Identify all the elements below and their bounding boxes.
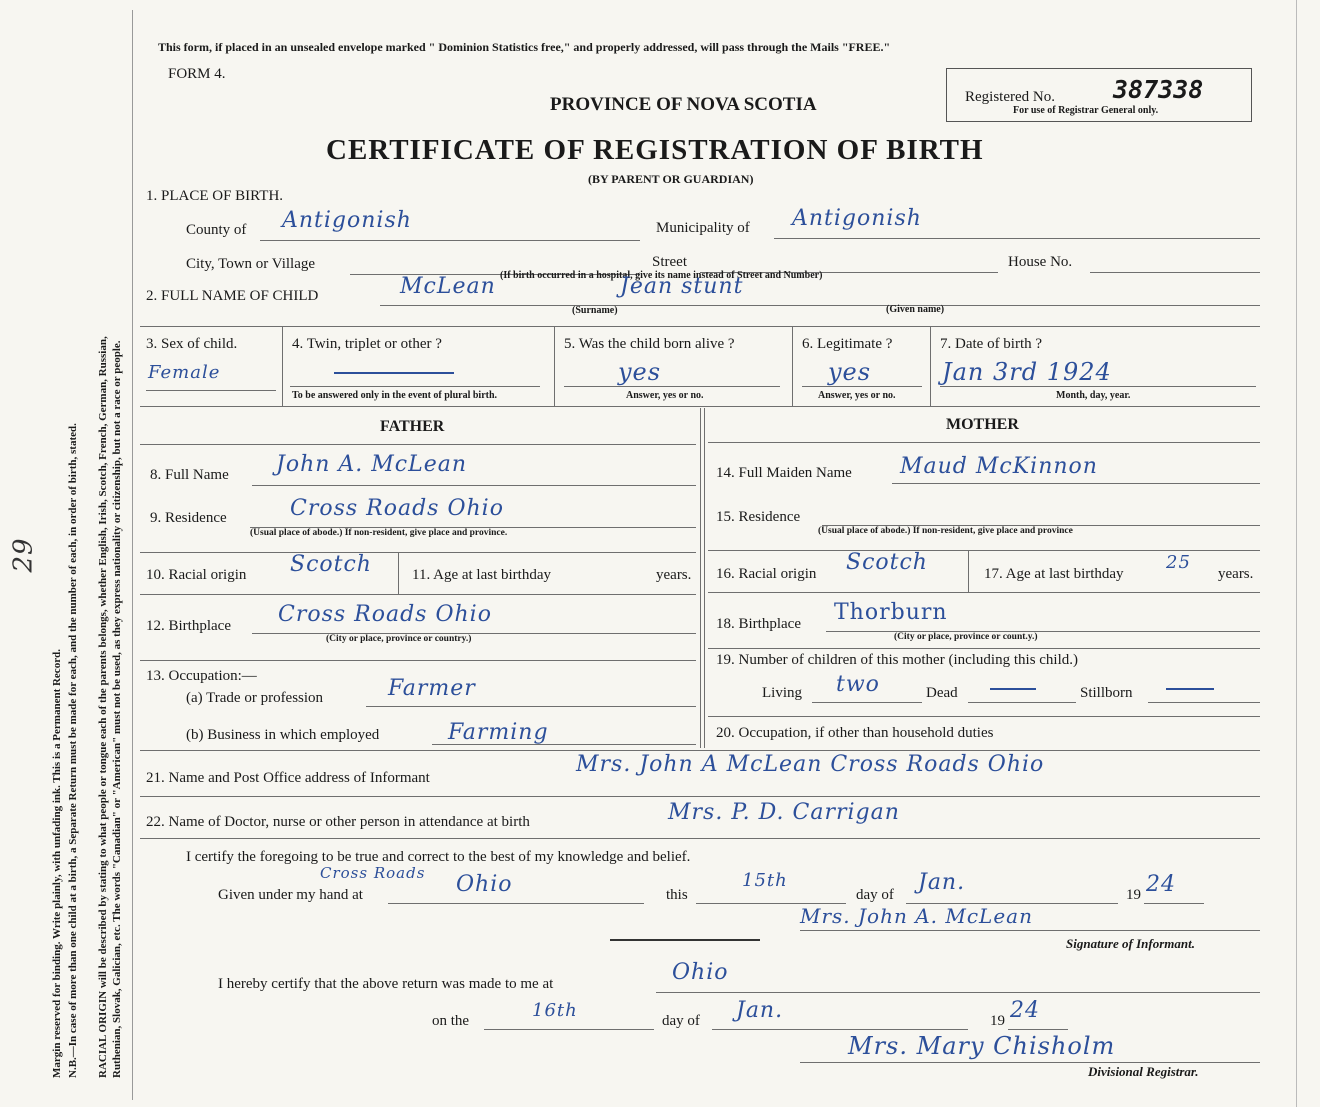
certificate-subtitle: (BY PARENT OR GUARDIAN) xyxy=(588,172,754,186)
father-age-unit: years. xyxy=(656,567,692,583)
dob-note: Month, day, year. xyxy=(1056,390,1131,401)
legitimate-note: Answer, yes or no. xyxy=(818,390,896,401)
mother-residence-note: (Usual place of abode.) If non-resident, give place and province xyxy=(818,526,1073,536)
this-value: 15th xyxy=(742,870,788,891)
child-surname: McLean xyxy=(400,274,496,299)
doctor-value: Mrs. P. D. Carrigan xyxy=(668,800,900,825)
page-number: 29 xyxy=(8,537,39,573)
informant-label: 21. Name and Post Office address of Informant xyxy=(146,770,430,786)
given-caption: (Given name) xyxy=(886,304,945,315)
informant-signature: Mrs. John A. McLean xyxy=(800,904,1033,928)
father-race: Scotch xyxy=(290,552,372,577)
father-residence-note: (Usual place of abode.) If non-resident, give place and province. xyxy=(250,528,508,538)
hospital-note: (If birth occurred in a hospital, give its name instead of Street and Number) xyxy=(500,270,823,281)
year-value: 24 xyxy=(1146,872,1176,897)
margin-note-2: N.B.—In case of more than one child at a birth, a Separate Return must be made for each, and the number of each, in order of birth, stated. xyxy=(67,423,79,1078)
dob-label: 7. Date of birth ? xyxy=(940,336,1043,352)
mother-residence-label: 15. Residence xyxy=(716,509,801,525)
father-birthplace: Cross Roads Ohio xyxy=(278,602,492,627)
margin-note-1: Margin reserved for binding. Write plainly, with unfading ink. This is a Permanent Record. xyxy=(51,649,63,1078)
dob-value: Jan 3rd 1924 xyxy=(942,358,1112,386)
mail-notice: This form, if placed in an unsealed envelope marked " Dominion Statistics free," and properly addressed, will pass through the Mails "FREE." xyxy=(158,40,891,54)
mother-birthplace-note: (City or place, province or count.y.) xyxy=(894,632,1038,642)
day-of-label-2: day of xyxy=(662,1013,700,1029)
father-residence-label: 9. Residence xyxy=(150,510,227,526)
registered-note: For use of Registrar General only. xyxy=(1013,105,1159,116)
certify-statement: I certify the foregoing to be true and correct to the best of my knowledge and belief. xyxy=(186,849,691,865)
margin-note-3: RACIAL ORIGIN will be described by stating to what people or tongue each of the parents belongs, whether English, Irish, Scotch, French, German, Russian, xyxy=(97,336,109,1078)
mother-birthplace: Thorburn xyxy=(834,600,948,625)
place-heading: 1. PLACE OF BIRTH. xyxy=(146,188,284,204)
house-label: House No. xyxy=(1008,254,1073,270)
mother-birthplace-label: 18. Birthplace xyxy=(716,616,801,632)
informant-signature-caption: Signature of Informant. xyxy=(1066,936,1195,951)
father-trade: Farmer xyxy=(388,676,476,701)
registered-label: Registered No. xyxy=(965,89,1055,105)
form-number: FORM 4. xyxy=(168,66,226,82)
municipality-value: Antigonish xyxy=(792,206,922,231)
father-occupation-label: 13. Occupation:— xyxy=(146,668,257,684)
twin-note: To be answered only in the event of plural birth. xyxy=(292,390,498,401)
father-residence: Cross Roads Ohio xyxy=(290,496,504,521)
registrar-place: Ohio xyxy=(672,960,729,985)
alive-note: Answer, yes or no. xyxy=(626,390,704,401)
mother-race: Scotch xyxy=(846,550,928,575)
registered-number: 387338 xyxy=(1113,75,1204,104)
mother-age: 25 xyxy=(1166,552,1191,573)
certificate-title: CERTIFICATE OF REGISTRATION OF BIRTH xyxy=(326,134,984,166)
on-the-value: 16th xyxy=(532,1000,578,1021)
mother-occupation-label: 20. Occupation, if other than household duties xyxy=(716,725,994,741)
city-label: City, Town or Village xyxy=(186,256,316,272)
father-heading: FATHER xyxy=(380,418,445,435)
sex-value: Female xyxy=(148,362,221,383)
father-age-label: 11. Age at last birthday xyxy=(412,567,551,583)
mother-age-label: 17. Age at last birthday xyxy=(984,566,1124,582)
doctor-label: 22. Name of Doctor, nurse or other person in attendance at birth xyxy=(146,814,530,830)
alive-value: yes xyxy=(618,358,662,386)
month-value: Jan. xyxy=(918,870,966,895)
mother-name-label: 14. Full Maiden Name xyxy=(716,465,852,481)
municipality-label: Municipality of xyxy=(656,220,750,236)
this-label: this xyxy=(666,887,688,903)
registrar-statement: I hereby certify that the above return was made to me at xyxy=(218,976,554,992)
on-the-label: on the xyxy=(432,1013,470,1029)
year-value-2: 24 xyxy=(1010,998,1040,1023)
county-label: County of xyxy=(186,222,247,238)
father-business-label: (b) Business in which employed xyxy=(186,727,380,743)
year-prefix-2: 19 xyxy=(990,1013,1005,1029)
registrar-caption: Divisional Registrar. xyxy=(1088,1064,1199,1079)
father-birthplace-note: (City or place, province or country.) xyxy=(326,634,472,644)
father-trade-label: (a) Trade or profession xyxy=(186,690,324,706)
legitimate-value: yes xyxy=(828,358,872,386)
month-value-2: Jan. xyxy=(736,998,784,1023)
given-label: Given under my hand at xyxy=(218,887,363,903)
twin-label: 4. Twin, triplet or other ? xyxy=(292,336,442,352)
county-value: Antigonish xyxy=(282,208,412,233)
child-name-label: 2. FULL NAME OF CHILD xyxy=(146,288,319,304)
mother-heading: MOTHER xyxy=(946,416,1019,433)
child-given-name: Jean stunt xyxy=(620,274,744,299)
year-prefix: 19 xyxy=(1126,887,1141,903)
given-place-above: Cross Roads xyxy=(320,864,426,882)
day-of-label: day of xyxy=(856,887,894,903)
father-birthplace-label: 12. Birthplace xyxy=(146,618,231,634)
page-edge xyxy=(1296,0,1297,1107)
given-place: Ohio xyxy=(456,872,513,897)
mother-race-label: 16. Racial origin xyxy=(716,566,817,582)
dead-label: Dead xyxy=(926,685,958,701)
surname-caption: (Surname) xyxy=(572,305,618,316)
stillborn-label: Stillborn xyxy=(1080,685,1133,701)
living-value: two xyxy=(836,672,880,697)
father-name: John A. McLean xyxy=(276,452,468,477)
father-race-label: 10. Racial origin xyxy=(146,567,247,583)
alive-label: 5. Was the child born alive ? xyxy=(564,336,735,352)
living-label: Living xyxy=(762,685,802,701)
mother-name: Maud McKinnon xyxy=(900,454,1098,479)
children-label: 19. Number of children of this mother (including this child.) xyxy=(716,652,1079,668)
margin-note-4: Ruthenian, Slovak, Galician, etc. The words "Canadian" or "American" must not be used, as they express nationality or citizenship, but not a race or people. xyxy=(111,340,123,1078)
informant-value: Mrs. John A McLean Cross Roads Ohio xyxy=(576,752,1045,777)
registrar-signature: Mrs. Mary Chisholm xyxy=(848,1032,1116,1060)
sex-label: 3. Sex of child. xyxy=(146,336,238,352)
legitimate-label: 6. Legitimate ? xyxy=(802,336,893,352)
father-name-label: 8. Full Name xyxy=(150,467,229,483)
registered-box xyxy=(946,68,1252,122)
father-business: Farming xyxy=(448,720,549,745)
margin-divider xyxy=(132,10,133,1100)
street-label: Street xyxy=(652,254,687,270)
mother-age-unit: years. xyxy=(1218,566,1254,582)
province-heading: PROVINCE OF NOVA SCOTIA xyxy=(550,94,817,115)
